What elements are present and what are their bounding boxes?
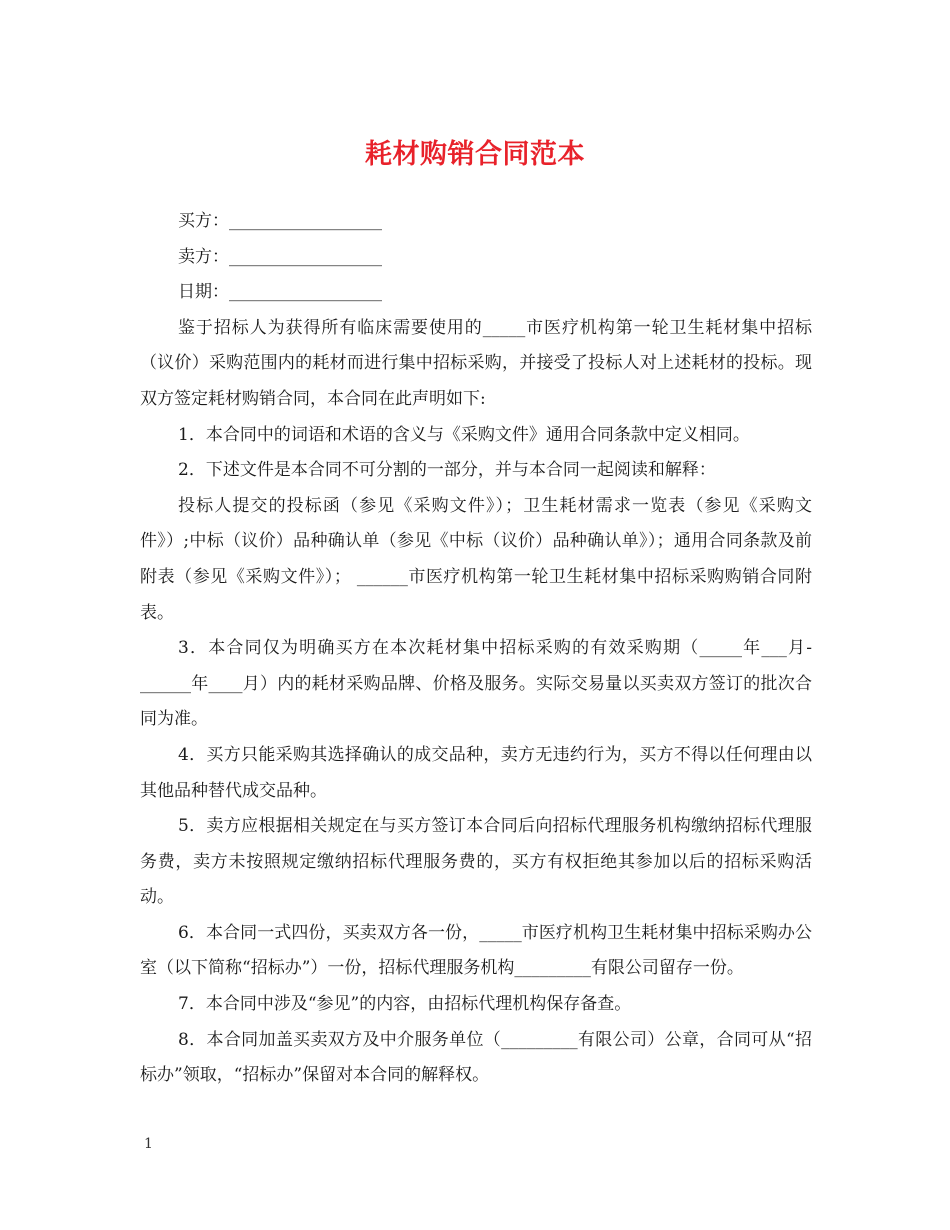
page-number: 1: [144, 1136, 153, 1152]
clause-2: 2．下述文件是本合同不可分割的一部分，并与本合同一起阅读和解释：: [178, 460, 716, 481]
seller-field: 卖方：__________________: [178, 246, 382, 267]
clause-3: 3．本合同仅为明确买方在本次耗材集中招标采购的有效采购期（_____年___月-______年____月）内的耗材采购品牌、价格及服务。实际交易量以买卖双方签订的批次合同为准。: [140, 638, 812, 730]
date-field: 日期：__________________: [178, 282, 382, 303]
document-body: [140, 204, 812, 1094]
buyer-field: 买方：__________________: [178, 211, 382, 231]
clause-1: 1．本合同中的词语和术语的含义与《采购文件》通用合同条款中定义相同。: [178, 424, 750, 445]
clause-7: 7．本合同中涉及“参见”的内容，由招标代理机构保存备查。: [178, 994, 632, 1015]
clause-6: 6．本合同一式四份，买卖双方各一份，_____市医疗机构卫生耗材集中招标采购办公室（以下简称“招标办”）一份，招标代理服务机构_________有限公司留存一份。: [140, 922, 812, 979]
preamble-paragraph: 鉴于招标人为获得所有临床需要使用的_____市医疗机构第一轮卫生耗材集中招标（议价）采购范围内的耗材而进行集中招标采购，并接受了投标人对上述耗材的投标。现双方签定耗材购销合同，本合同在此声明如下:: [140, 317, 812, 409]
clause-4: 4．买方只能采购其选择确认的成交品种，卖方无违约行为，买方不得以任何理由以其他品种替代成交品种。: [140, 744, 812, 801]
clause-8: 8．本合同加盖买卖双方及中介服务单位（_________有限公司）公章，合同可从“招标办”领取，“招标办”保留对本合同的解释权。: [140, 1029, 812, 1086]
clause-5: 5．卖方应根据相关规定在与买方签订本合同后向招标代理服务机构缴纳招标代理服务费，卖方未按照规定缴纳招标代理服务费的，买方有权拒绝其参加以后的招标采购活动。: [140, 816, 812, 908]
clause-2-documents: 投标人提交的投标函（参见《采购文件》）；卫生耗材需求一览表（参见《采购文件》）;中标（议价）品种确认单（参见《中标（议价）品种确认单》）；通用合同条款及前附表（参见《采购文件》）； ______市医疗机构第一轮卫生耗材集中招标采购购销合同附表。: [140, 495, 812, 623]
document-title: 耗材购销合同范本: [365, 139, 585, 170]
